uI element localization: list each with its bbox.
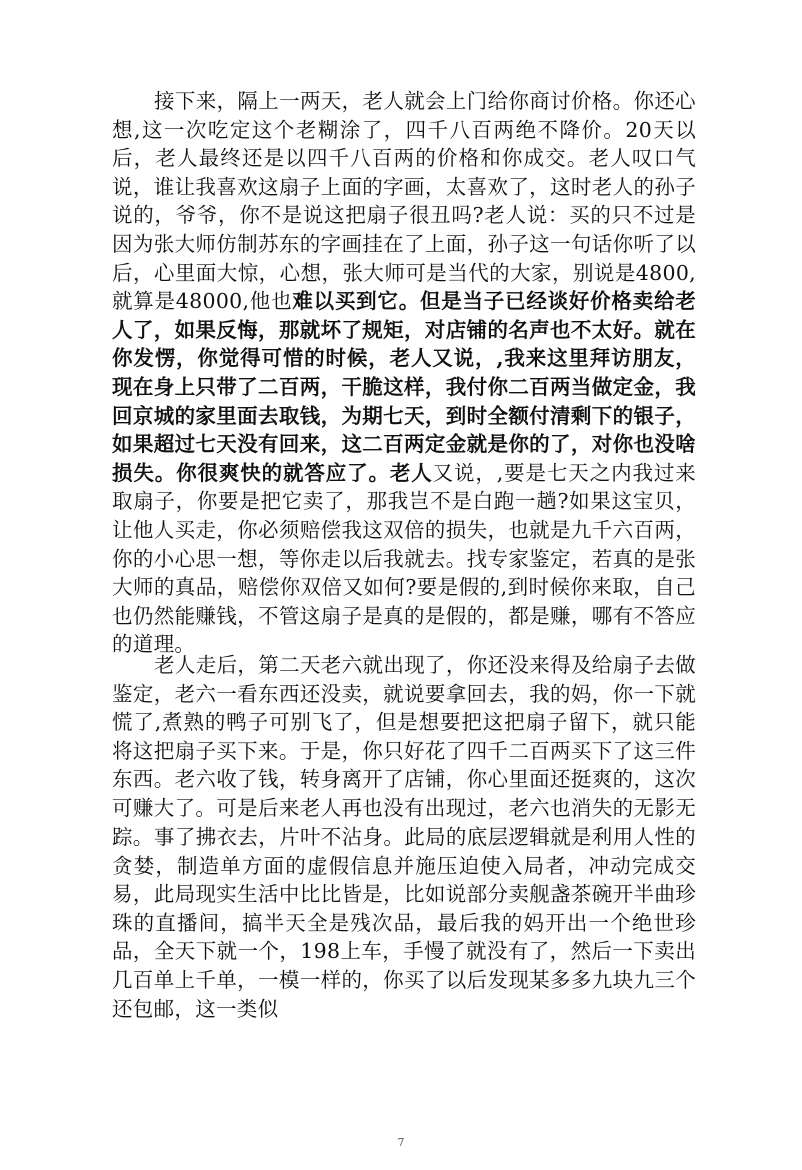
paragraph-2 bbox=[112, 651, 696, 851]
paragraph-2-text: 老人走后，第二天老六就出现了，你还没来得及给扇子去做鉴定，老六一看东西还没卖，就说要拿回去，我的妈，你一下就慌了,煮熟的鸭子可别飞了，但是想要把这把扇子留下，就只能将这把扇子买下来。于是，你只好花了四千二百两买下了这三件东西。老六收了钱，转身离开了店铺，你心里面还挺爽的，这次可赚大了。可是后来老人再也没有出现过，老六也消失的无影无踪。 bbox=[112, 653, 696, 849]
paragraph-1-text-b: 又说，,要是七天之内我过来取扇子，你要是把它卖了，那我岂不是白跑一趟?如果这宝贝，让他人买走，你必须赔偿我这双倍的损失，也就是九千六百两，你的小心思一想，等你走以后我就去。找专家鉴定，若真的是张大师的真品，赔偿你双倍又如何?要是假的,到时候你来取，自己也仍然能赚钱，不管这扇子是真的是假的，都是赚，哪有不答应的道理。 bbox=[112, 460, 696, 657]
paragraph-1-bold-text: 难以买到它。但是当子已经谈好价格卖给老人了，如果反悔，那就坏了规矩，对店铺的名声也不太好。就在你发愣，你觉得可惜的时候，老人又说，,我来这里拜访朋友，现在身上只带了二百两，干脆这样，我付你二百两当做定金，我回京城的家里面去取钱，为期七天，到时全额付清剩下的银子，如果超过七天没有回来，这二百两定金就是你的了，对你也没啥损失。你很爽快的就答应了。老人 bbox=[112, 289, 697, 485]
paragraph-3 bbox=[112, 823, 696, 1023]
paragraph-3-text: 事了拂衣去，片叶不沾身。此局的底层逻辑就是利用人性的贪婪，制造单方面的虚假信息并施压迫使入局者，冲动完成交易，此局现实生活中比比皆是，比如说部分卖舰盏茶碗开半曲珍珠的直播间，搞半天全是残次品，最后我的妈开出一个绝世珍品，全天下就一个，198上车，手慢了就没有了，然后一下卖出几百单上千单，一模一样的，你买了以后发现某多多九块九三个还包邮，这一类似 bbox=[112, 825, 696, 1021]
paragraph-1 bbox=[112, 87, 696, 659]
paragraph-1-text-a: 接下来，隔上一两天，老人就会上门给你商讨价格。你还心想,这一次吃定这个老糊涂了，四千八百两绝不降价。20天以后，老人最终还是以四千八百两的价格和你成交。老人叹口气说，谁让我喜欢这扇子上面的字画，太喜欢了，这时老人的孙子说的，爷爷，你不是说这把扇子很丑吗?老人说：买的只不过是因为张大师仿制苏东的字画挂在了上面，孙子这一句话你听了以后，心里面大惊，心想，张大师可是当代的大家，别说是4800,就算是48000,他也 bbox=[112, 89, 696, 314]
page-number: 7 bbox=[397, 1136, 405, 1149]
